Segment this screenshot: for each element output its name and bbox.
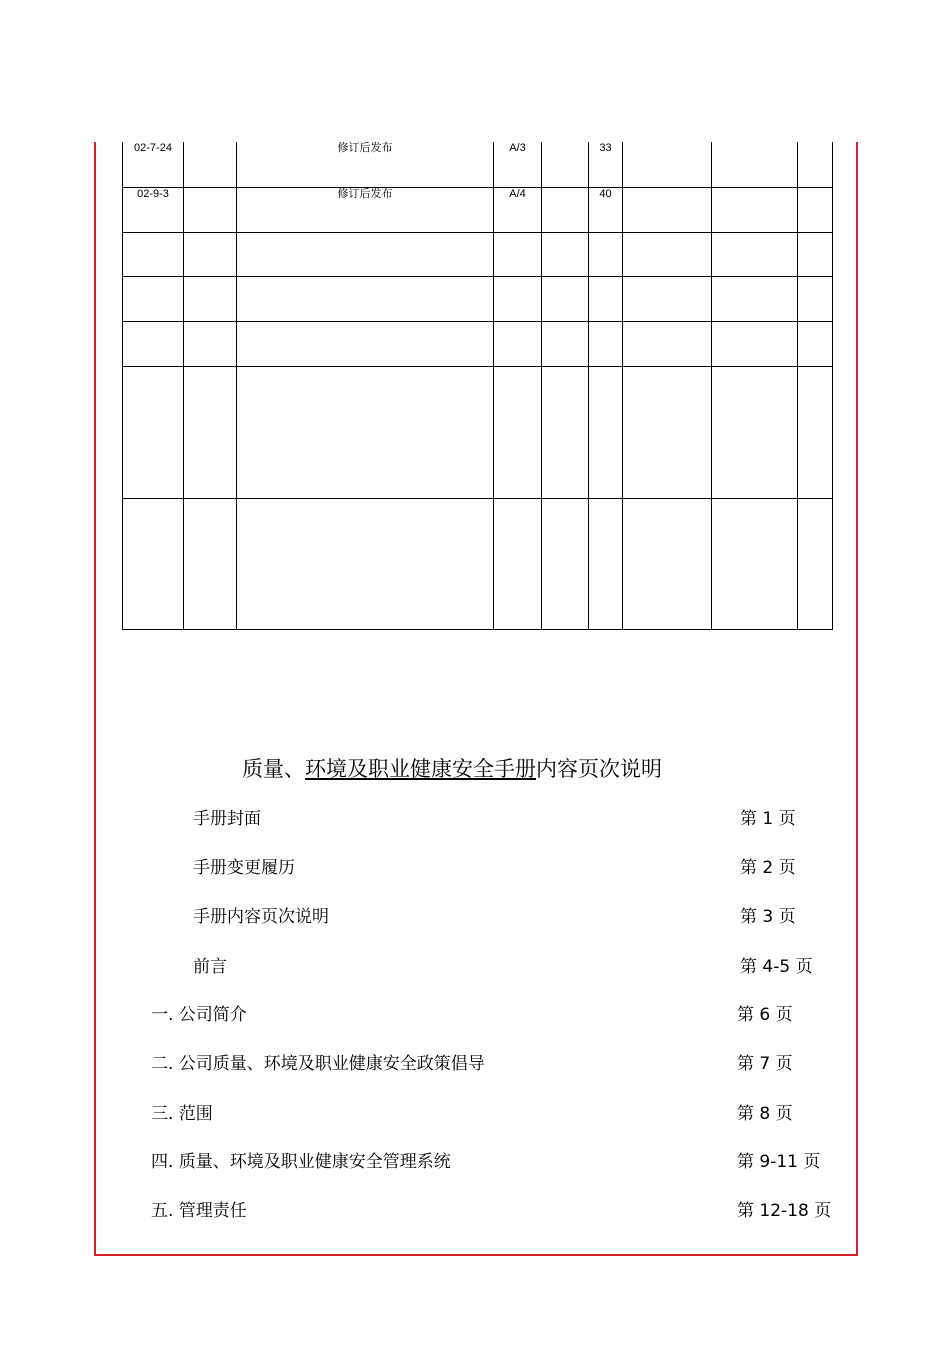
revision-cell: [623, 187, 712, 232]
revision-cell: [542, 276, 589, 321]
revision-cell: [184, 276, 237, 321]
revision-date: [123, 366, 184, 498]
revision-version: A/3: [494, 142, 542, 187]
revision-version: [494, 498, 542, 629]
revision-page-count: [589, 276, 623, 321]
revision-table-body: [123, 142, 833, 629]
revision-cell: [798, 232, 833, 276]
toc-entry-page: 第 1 页: [740, 809, 796, 829]
revision-cell: [798, 276, 833, 321]
revision-cell: [712, 232, 798, 276]
revision-description: 修订后发布: [237, 142, 494, 187]
toc-title-prefix: 质量、: [242, 757, 305, 781]
table-row: [123, 498, 833, 629]
revision-description: [237, 366, 494, 498]
revision-cell: [184, 321, 237, 366]
revision-date: [123, 321, 184, 366]
table-row: [123, 232, 833, 276]
toc-entry-page: 第 8 页: [737, 1104, 793, 1124]
revision-history-table: [122, 142, 833, 630]
toc-entry-page: 第 12-18 页: [737, 1201, 832, 1221]
revision-page-count: [589, 232, 623, 276]
revision-cell: [712, 498, 798, 629]
toc-entry-label: 手册变更履历: [193, 858, 295, 878]
revision-page-count: 33: [589, 142, 623, 187]
revision-page-count: [589, 498, 623, 629]
toc-entry-page: 第 9-11 页: [737, 1152, 821, 1172]
revision-date: [123, 232, 184, 276]
table-row: [123, 366, 833, 498]
revision-cell: [623, 276, 712, 321]
toc-entry-label: 手册封面: [193, 809, 261, 829]
revision-date: 02-9-3: [123, 187, 184, 232]
revision-cell: [184, 232, 237, 276]
revision-description: [237, 232, 494, 276]
revision-cell: [542, 366, 589, 498]
revision-cell: [798, 321, 833, 366]
table-row: [123, 142, 833, 187]
revision-cell: [184, 366, 237, 498]
revision-cell: [798, 366, 833, 498]
revision-description: [237, 498, 494, 629]
toc-entry-label: 五. 管理责任: [151, 1201, 247, 1221]
revision-cell: [798, 498, 833, 629]
revision-version: [494, 321, 542, 366]
revision-cell: [542, 321, 589, 366]
table-row: [123, 187, 833, 232]
revision-version: [494, 276, 542, 321]
revision-cell: [184, 187, 237, 232]
revision-cell: [623, 498, 712, 629]
revision-date: [123, 498, 184, 629]
revision-date: [123, 276, 184, 321]
revision-description: 修订后发布: [237, 187, 494, 232]
revision-cell: [712, 276, 798, 321]
toc-entry-label: 三. 范围: [151, 1104, 213, 1124]
revision-cell: [712, 366, 798, 498]
revision-page-count: 40: [589, 187, 623, 232]
table-row: [123, 321, 833, 366]
revision-cell: [184, 498, 237, 629]
table-row: [123, 276, 833, 321]
revision-page-count: [589, 366, 623, 498]
toc-title-suffix: 内容页次说明: [536, 757, 662, 781]
revision-cell: [542, 498, 589, 629]
toc-entry-label: 手册内容页次说明: [193, 907, 329, 927]
revision-page-count: [589, 321, 623, 366]
revision-version: [494, 232, 542, 276]
toc-entry-page: 第 7 页: [737, 1054, 793, 1074]
toc-entry-page: 第 4-5 页: [740, 957, 813, 977]
toc-entry-label: 二. 公司质量、环境及职业健康安全政策倡导: [151, 1054, 485, 1074]
revision-version: A/4: [494, 187, 542, 232]
revision-description: [237, 276, 494, 321]
revision-version: [494, 366, 542, 498]
toc-entry-page: 第 2 页: [740, 858, 796, 878]
toc-entry-label: 一. 公司简介: [151, 1005, 247, 1025]
revision-cell: [542, 187, 589, 232]
revision-cell: [623, 366, 712, 498]
revision-cell: [184, 142, 237, 187]
revision-cell: [542, 232, 589, 276]
toc-entry-page: 第 6 页: [737, 1005, 793, 1025]
revision-cell: [623, 232, 712, 276]
revision-date: 02-7-24: [123, 142, 184, 187]
toc-entry-label: 前言: [193, 957, 227, 977]
toc-title: [0, 755, 904, 783]
toc-entry-label: 四. 质量、环境及职业健康安全管理系统: [151, 1152, 451, 1172]
revision-cell: [623, 321, 712, 366]
toc-title-underlined: 环境及职业健康安全手册: [305, 757, 536, 781]
revision-cell: [542, 142, 589, 187]
revision-cell: [712, 187, 798, 232]
revision-cell: [623, 142, 712, 187]
revision-cell: [798, 142, 833, 187]
revision-description: [237, 321, 494, 366]
revision-cell: [712, 321, 798, 366]
revision-cell: [712, 142, 798, 187]
toc-entry-page: 第 3 页: [740, 907, 796, 927]
revision-cell: [798, 187, 833, 232]
